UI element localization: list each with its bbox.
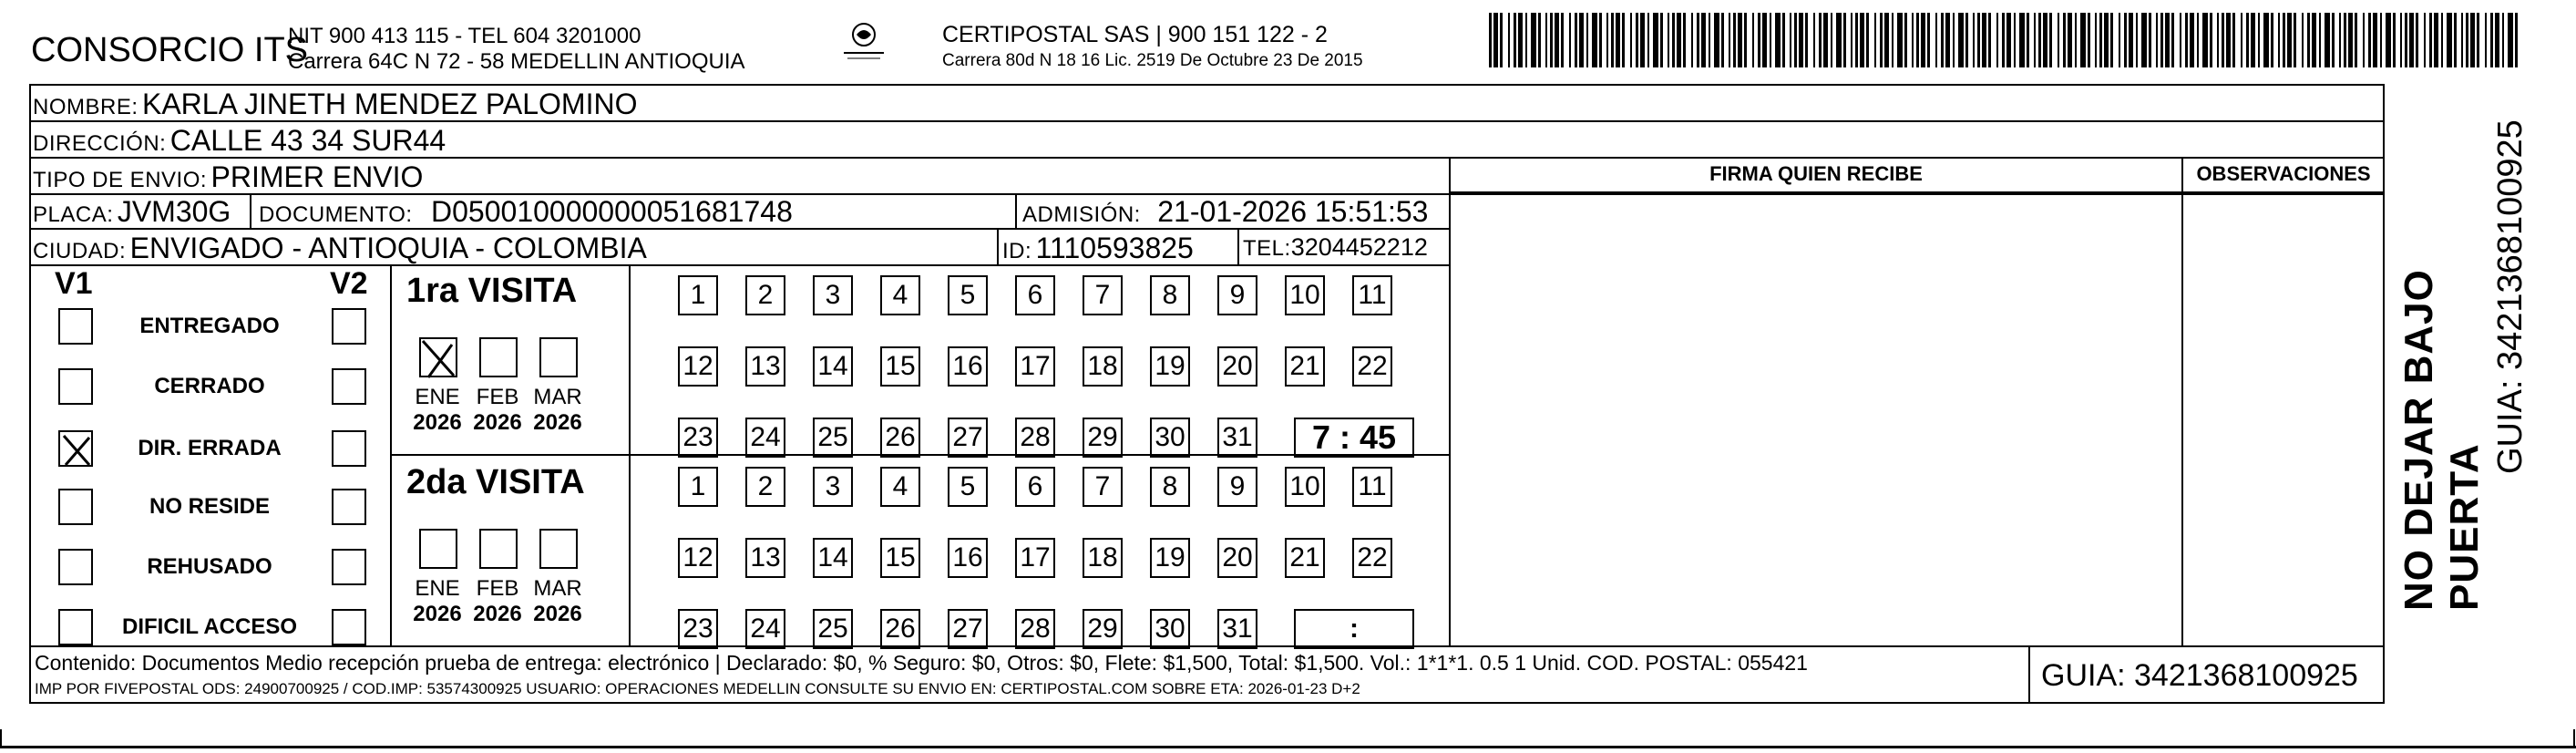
side-text — [2396, 100, 2530, 611]
id-field — [1002, 232, 1194, 265]
observaciones-header: OBSERVACIONES — [2196, 162, 2371, 185]
status-option-label: DIR. ERRADA — [138, 436, 282, 460]
month-name: ENE — [415, 385, 460, 409]
ciudad-field — [33, 232, 647, 265]
day-box[interactable]: 4 — [880, 275, 920, 315]
day-box[interactable]: 21 — [1285, 538, 1325, 578]
day-box[interactable]: 5 — [948, 467, 988, 507]
day-box[interactable]: 29 — [1083, 418, 1123, 458]
tel-divider — [1237, 228, 1239, 264]
day-box[interactable]: 7 — [1083, 275, 1123, 315]
day-box[interactable]: 23 — [678, 418, 718, 458]
id-divider — [997, 228, 999, 264]
day-box[interactable]: 15 — [880, 538, 920, 578]
month-name: ENE — [415, 576, 460, 601]
imp-text: IMP POR FIVEPOSTAL ODS: 24900700925 / COD.IMP: 53574300925 USUARIO: OPERACIONES MEDELLIN CONSULTE SU ENVIO EN: CERTIPOSTAL.COM SOBRE ETA: 2026-01-23 D+2 — [35, 680, 1360, 697]
month-name: MAR — [533, 576, 582, 601]
day-box[interactable]: 6 — [1015, 275, 1055, 315]
bottom-rule — [0, 746, 2576, 748]
day-box[interactable]: 9 — [1217, 275, 1257, 315]
month-name: MAR — [533, 385, 582, 409]
day-box[interactable]: 19 — [1150, 346, 1190, 387]
day-box[interactable]: 13 — [745, 346, 785, 387]
day-box[interactable]: 10 — [1285, 275, 1325, 315]
company-name: CONSORCIO ITS — [31, 31, 309, 69]
v2-checkbox[interactable] — [332, 368, 366, 405]
day-box[interactable]: 4 — [880, 467, 920, 507]
day-box[interactable]: 31 — [1217, 418, 1257, 458]
day-box[interactable]: 1 — [678, 467, 718, 507]
tipo-label: TIPO DE ENVIO: — [33, 168, 208, 192]
day-box[interactable]: 11 — [1352, 467, 1392, 507]
month-checkbox[interactable] — [419, 529, 457, 569]
v2-checkbox[interactable] — [332, 549, 366, 585]
side-guia: GUIA: 3421368100925 — [2491, 119, 2530, 474]
company-address-line: Carrera 64C N 72 - 58 MEDELLIN ANTIOQUIA — [288, 49, 745, 74]
day-box[interactable]: 18 — [1083, 346, 1123, 387]
admision-value: 21-01-2026 15:51:53 — [1157, 195, 1429, 228]
month-year: 2026 — [413, 410, 462, 435]
day-box[interactable]: 28 — [1015, 609, 1055, 649]
month-checkbox[interactable] — [479, 337, 518, 377]
day-box[interactable]: 24 — [745, 609, 785, 649]
v1-checkbox[interactable] — [58, 609, 93, 645]
month-year: 2026 — [473, 602, 522, 626]
observaciones-left-border — [2181, 157, 2183, 645]
v1-label: V1 — [55, 266, 93, 301]
placa-value: JVM30G — [117, 195, 231, 228]
day-box[interactable]: 20 — [1217, 346, 1257, 387]
day-box[interactable]: 12 — [678, 538, 718, 578]
month-label — [530, 385, 585, 436]
documento-value: D050010000000051681748 — [431, 195, 793, 228]
day-box[interactable]: 27 — [948, 418, 988, 458]
documento-field — [259, 195, 793, 229]
day-box[interactable]: 31 — [1217, 609, 1257, 649]
v2-checkbox[interactable] — [332, 430, 366, 467]
day-box[interactable]: 26 — [880, 609, 920, 649]
v2-checkbox[interactable] — [332, 609, 366, 645]
month-label — [530, 576, 585, 627]
guia-box-border — [2028, 645, 2030, 704]
month-name: FEB — [476, 576, 519, 601]
status-option-label: DIFICIL ACCESO — [121, 614, 297, 639]
nombre-label: NOMBRE: — [33, 95, 139, 119]
id-value: 1110593825 — [1035, 232, 1194, 264]
v2-checkbox[interactable] — [332, 308, 366, 345]
tel-field — [1243, 233, 1428, 262]
day-box[interactable]: 8 — [1150, 467, 1190, 507]
day-box[interactable]: 29 — [1083, 609, 1123, 649]
day-box[interactable]: 6 — [1015, 467, 1055, 507]
nombre-value: KARLA JINETH MENDEZ PALOMINO — [141, 88, 638, 120]
firma-header: FIRMA QUIEN RECIBE — [1709, 162, 1923, 185]
panel-header-divider — [1449, 191, 2385, 193]
day-box[interactable]: 1 — [678, 275, 718, 315]
month-label — [470, 576, 525, 627]
tel-label: TEL: — [1243, 236, 1291, 261]
direccion-value: CALLE 43 34 SUR44 — [169, 124, 446, 157]
day-box[interactable]: 14 — [813, 346, 853, 387]
visit-title: 2da VISITA — [406, 463, 585, 501]
contenido-text: Contenido: Documentos Medio recepción prueba de entrega: electrónico | Declarado: $0, % Seguro: $0, Otros: $0, Flete: $1,500, Total: $1,500. Vol.: 1*1*1. 0.5 1 Unid. COD. POSTAL: 055421 — [35, 651, 1808, 675]
v1-checkbox[interactable] — [58, 489, 93, 525]
status-option-label: ENTREGADO — [139, 314, 280, 338]
day-box[interactable]: 16 — [948, 346, 988, 387]
v2-checkbox[interactable] — [332, 489, 366, 525]
carrier-address-line: Carrera 80d N 18 16 Lic. 2519 De Octubre 23 De 2015 — [942, 51, 1363, 70]
day-box[interactable]: 7 — [1083, 467, 1123, 507]
month-checkbox[interactable] — [539, 337, 578, 377]
month-year: 2026 — [413, 602, 462, 626]
month-checkbox[interactable] — [479, 529, 518, 569]
day-box[interactable]: 16 — [948, 538, 988, 578]
day-box[interactable]: 14 — [813, 538, 853, 578]
guia-footer: GUIA: 3421368100925 — [2041, 658, 2358, 693]
day-box[interactable]: 23 — [678, 609, 718, 649]
header — [0, 0, 2576, 82]
barcode-icon — [1489, 13, 2528, 67]
day-box[interactable]: 30 — [1150, 609, 1190, 649]
certipostal-logo-icon — [836, 20, 891, 66]
day-box[interactable]: 22 — [1352, 538, 1392, 578]
direccion-row — [33, 124, 446, 158]
time-box[interactable]: : — [1294, 609, 1414, 649]
tipo-value: PRIMER ENVIO — [210, 160, 424, 193]
month-label — [470, 385, 525, 436]
row-divider — [29, 645, 2385, 647]
month-checkbox[interactable] — [419, 337, 457, 377]
v1-checkbox[interactable] — [58, 308, 93, 345]
day-box[interactable]: 10 — [1285, 467, 1325, 507]
carrier-line: CERTIPOSTAL SAS | 900 151 122 - 2 — [942, 22, 1328, 47]
day-box[interactable]: 13 — [745, 538, 785, 578]
tel-value: 3204452212 — [1290, 233, 1428, 261]
day-box[interactable]: 5 — [948, 275, 988, 315]
documento-label: DOCUMENTO: — [259, 202, 413, 227]
admision-divider — [1015, 193, 1017, 228]
day-box[interactable]: 25 — [813, 609, 853, 649]
day-box[interactable]: 25 — [813, 418, 853, 458]
placa-label: PLACA: — [33, 202, 114, 227]
day-box[interactable]: 8 — [1150, 275, 1190, 315]
day-box[interactable]: 24 — [745, 418, 785, 458]
day-box[interactable]: 26 — [880, 418, 920, 458]
month-year: 2026 — [533, 602, 582, 626]
day-box[interactable]: 9 — [1217, 467, 1257, 507]
company-nit-line: NIT 900 413 115 - TEL 604 3201000 — [288, 24, 641, 48]
no-dejar-bajo-puerta: NO DEJAR BAJO PUERTA — [2396, 269, 2487, 611]
day-box[interactable]: 22 — [1352, 346, 1392, 387]
day-box[interactable]: 17 — [1015, 346, 1055, 387]
ciudad-value: ENVIGADO - ANTIOQUIA - COLOMBIA — [129, 232, 647, 264]
status-option-label: REHUSADO — [147, 554, 272, 579]
day-box[interactable]: 28 — [1015, 418, 1055, 458]
month-name: FEB — [476, 385, 519, 409]
day-box[interactable]: 3 — [813, 467, 853, 507]
month-year: 2026 — [473, 410, 522, 435]
day-box[interactable]: 15 — [880, 346, 920, 387]
v1-checkbox[interactable] — [58, 549, 93, 585]
bottom-rule-left — [0, 729, 2, 748]
ciudad-label: CIUDAD: — [33, 239, 127, 263]
day-box[interactable]: 21 — [1285, 346, 1325, 387]
day-box[interactable]: 11 — [1352, 275, 1392, 315]
direccion-label: DIRECCIÓN: — [33, 131, 167, 156]
month-year: 2026 — [533, 410, 582, 435]
admision-field — [1022, 195, 1428, 229]
month-checkbox[interactable] — [539, 529, 578, 569]
v1-checkbox[interactable] — [58, 368, 93, 405]
day-box[interactable]: 30 — [1150, 418, 1190, 458]
time-box[interactable]: 7 : 45 — [1294, 418, 1414, 458]
status-option-label: NO RESIDE — [149, 494, 271, 519]
day-box[interactable]: 2 — [745, 467, 785, 507]
v1-checkbox[interactable] — [58, 430, 93, 467]
day-box[interactable]: 3 — [813, 275, 853, 315]
day-box[interactable]: 12 — [678, 346, 718, 387]
day-box[interactable]: 17 — [1015, 538, 1055, 578]
day-box[interactable]: 2 — [745, 275, 785, 315]
month-label — [410, 385, 465, 436]
admision-label: ADMISIÓN: — [1022, 202, 1141, 227]
bottom-rule-right — [2573, 729, 2575, 748]
day-box[interactable]: 18 — [1083, 538, 1123, 578]
nombre-row — [33, 88, 637, 121]
v2-label: V2 — [330, 266, 368, 301]
placa-field — [33, 195, 231, 229]
month-label — [410, 576, 465, 627]
day-box[interactable]: 19 — [1150, 538, 1190, 578]
id-label: ID: — [1002, 239, 1032, 263]
tipo-row — [33, 160, 423, 194]
status-option-label: CERRADO — [154, 374, 265, 398]
day-box[interactable]: 20 — [1217, 538, 1257, 578]
firma-left-border — [1449, 157, 1451, 645]
day-box[interactable]: 27 — [948, 609, 988, 649]
placa-divider — [250, 193, 251, 228]
visit-title: 1ra VISITA — [406, 272, 578, 310]
